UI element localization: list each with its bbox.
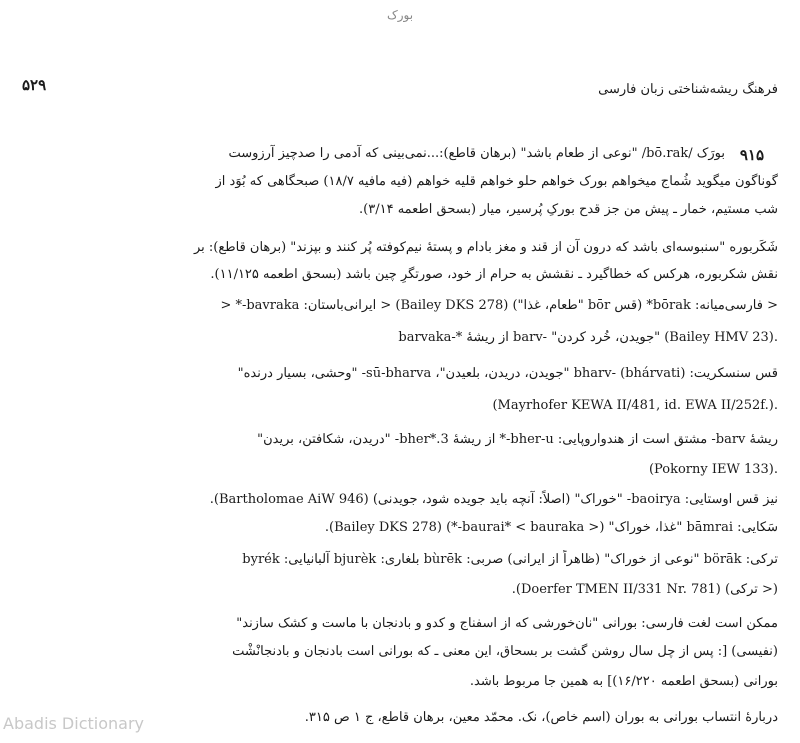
text-line-6: < فارسی‌میانه: bōrak* (قس bōr "طعام، غذا") (Bailey DKS 278) < ایرانی‌باستان: bavraka-* < — [220, 298, 778, 313]
page-heading-word: بورک — [386, 8, 414, 22]
text-line-2: گوناگون میگوید شُماج میخواهم بورک خواهم حلو خواهم قلیه خواهم (فیه مافیه ۱۸/۷) صبحگاهی که بُوَد از — [215, 174, 778, 189]
text-line-8: قس سنسکریت: bharv- (bhárvati) "جویدن، دریدن، بلعیدن"، sū-bharva- "وحشی، بسیار درنده" — [237, 366, 778, 381]
text-line-14: ترکی: börāk "نوعی از خوراک" (ظاهراً از ایرانی) صربی: bùrēk بلغاری: bjurèk آلبانیایی: byrék — [242, 552, 778, 567]
text-line-5: نقش شکربوره، هرکس که خطاگیرد ـ نقشش به حرام از خود، صورتگرِ چین باشد (بسحق اطعمه ۱۱/۱۲۵). — [210, 267, 778, 282]
book-title: فرهنگ ریشه‌شناختی زبان فارسی — [598, 82, 778, 97]
text-line-16: ممکن است لغت فارسی: بورانی "نان‌خورشی که از اسفناج و کدو و بادنجان با ماست و کشک سازند" — [236, 616, 778, 631]
text-line-3: شب مستیم، خمار ـ پیش من جز قدح بورکِ پُرسیر، میار (بسحق اطعمه ۳/۱۴). — [359, 202, 778, 217]
text-line-11: (Pokorny IEW 133). — [648, 462, 778, 477]
text-line-4: شَکَربوره "سنبوسه‌ای باشد که درون آن از قند و مغز بادام و پستهٔ نیم‌کوفته پُر کنند و بپزند" (برهان قاطع): بر — [193, 240, 778, 255]
text-line-19: دربارهٔ انتساب بورانی به بوران (اسم خاص)، نک. محمّد معین، برهان قاطع، ج ۱ ص ۳۱۵. — [304, 710, 778, 725]
entry-number: ۹۱۵ — [739, 146, 764, 164]
text-line-13: سَکایی: bāmrai "غذا، خوراک" (< baurai* < bauraka-*) (Bailey DKS 278). — [324, 520, 778, 535]
text-line-12: نیز قس اوستایی: baoirya- "خوراک" (اصلاً: آنچه باید جویده شود، جویدنی) (Bartholomae AiW 946). — [209, 492, 778, 507]
text-line-15: (< ترکی) (Doerfer TMEN II/331 Nr. 781). — [511, 582, 778, 597]
text-line-17: (نفیسی) [: پس از چل سال روشن گشت بر بسحاق، این معنی ـ که بورانی است بادنجان و بادنجانْشْت — [232, 644, 778, 659]
page-number: ۵۲۹ — [22, 76, 47, 94]
watermark: Abadis Dictionary — [3, 714, 144, 733]
text-line-7: barvaka-* از ریشهٔ barv- "جویدن، خُرد کردن" (Bailey HMV 23). — [398, 330, 778, 345]
text-line-9: (Mayrhofer KEWA II/481, id. EWA II/252f.). — [492, 398, 778, 413]
text-line-18: بورانی (بسحق اطعمه ۱۶/۲۲۰)] به همین جا مربوط باشد. — [469, 674, 778, 689]
text-line-10: ریشهٔ barv- مشتق است از هندواروپایی: bher-u-* از ریشهٔ 3.*bher- "دریدن، شکافتن، بریدن" — [257, 432, 778, 447]
text-line-1: بورَک /bō.rak/ "نوعی از طعام باشد" (برهان قاطع):...نمی‌بینی که آدمی را صدچیز آرزوست — [228, 146, 725, 161]
